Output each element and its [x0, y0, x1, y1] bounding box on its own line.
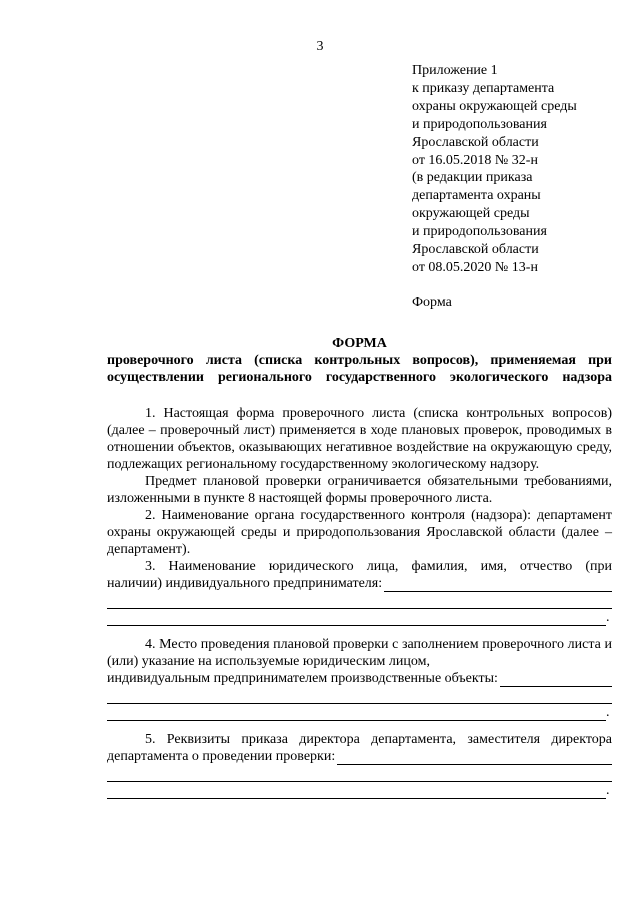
title-main: ФОРМА	[332, 336, 387, 351]
paragraph-2: Предмет плановой проверки ограничивается обязательными требованиями, изложенными в пункте 8 настоящей формы проверочного листа.	[107, 474, 612, 506]
order-details-line	[107, 748, 612, 765]
title-line-1: проверочного листа (списка контрольных вопросов), применяемая при	[107, 353, 612, 368]
line-end-period: .	[606, 610, 610, 625]
fill-in-rule[interactable]	[337, 751, 612, 765]
fill-in-rule[interactable]	[384, 578, 612, 592]
document-body	[107, 405, 612, 799]
blank-line[interactable]	[107, 782, 612, 799]
paragraph-3: 2. Наименование органа государственного контроля (надзора): департамент охраны окружающей среды и природопользования Ярославской области (далее – департамент).	[107, 508, 612, 557]
applicant-name-line	[107, 575, 612, 592]
annex-line: департамента охраны	[412, 188, 541, 204]
annex-line: Ярославской области	[412, 242, 539, 258]
paragraph-6-cont: департамента о проведении проверки:	[107, 749, 336, 764]
annex-line: (в редакции приказа	[412, 170, 533, 186]
page-number: 3	[316, 39, 324, 54]
blank-line[interactable]	[107, 765, 612, 782]
paragraph-4-cont: наличии) индивидуального предпринимателя:	[107, 576, 383, 591]
blank-line[interactable]	[107, 687, 612, 704]
document-title	[107, 335, 612, 386]
annex-line: Приложение 1	[412, 63, 498, 78]
annex-line: Ярославской области	[412, 134, 539, 150]
line-end-period: .	[606, 783, 610, 798]
form-label: Форма	[412, 294, 452, 310]
annex-line: окружающей среды	[412, 206, 530, 222]
annex-line: охраны окружающей среды	[412, 98, 577, 114]
blank-line[interactable]	[107, 592, 612, 609]
annex-line: к приказу департамента	[412, 80, 555, 96]
annex-line: от 08.05.2020 № 13-н	[412, 259, 538, 275]
annex-line: от 16.05.2018 № 32-н	[412, 152, 538, 168]
inspection-place-line	[107, 670, 612, 687]
line-end-period: .	[606, 705, 610, 720]
annex-line: и природопользования	[412, 224, 547, 240]
paragraph-4: 3. Наименование юридического лица, фамилия, имя, отчество (при	[145, 559, 612, 574]
title-line-2: осуществлении регионального государственного экологического надзора	[107, 370, 612, 385]
paragraph-5: 4. Место проведения плановой проверки с заполнением проверочного листа и (или) указание на используемые юридическим лицом,	[107, 637, 612, 669]
blank-line[interactable]	[107, 704, 612, 721]
blank-line[interactable]	[107, 609, 612, 626]
paragraph-1: 1. Настоящая форма проверочного листа (списка контрольных вопросов) (далее – проверочный лист) применяется в ходе плановых проверок, проводимых в отношении объектов, оказывающих негативное воздействие на окружающую среду, подлежащих региональному государственному экологическому надзору.	[107, 406, 612, 472]
fill-in-rule[interactable]	[500, 673, 612, 687]
annex-line: и природопользования	[412, 116, 547, 132]
paragraph-5-cont: индивидуальным предпринимателем производственные объекты:	[107, 671, 498, 686]
paragraph-6: 5. Реквизиты приказа директора департамента, заместителя директора	[145, 732, 612, 747]
annex-block	[412, 62, 632, 312]
